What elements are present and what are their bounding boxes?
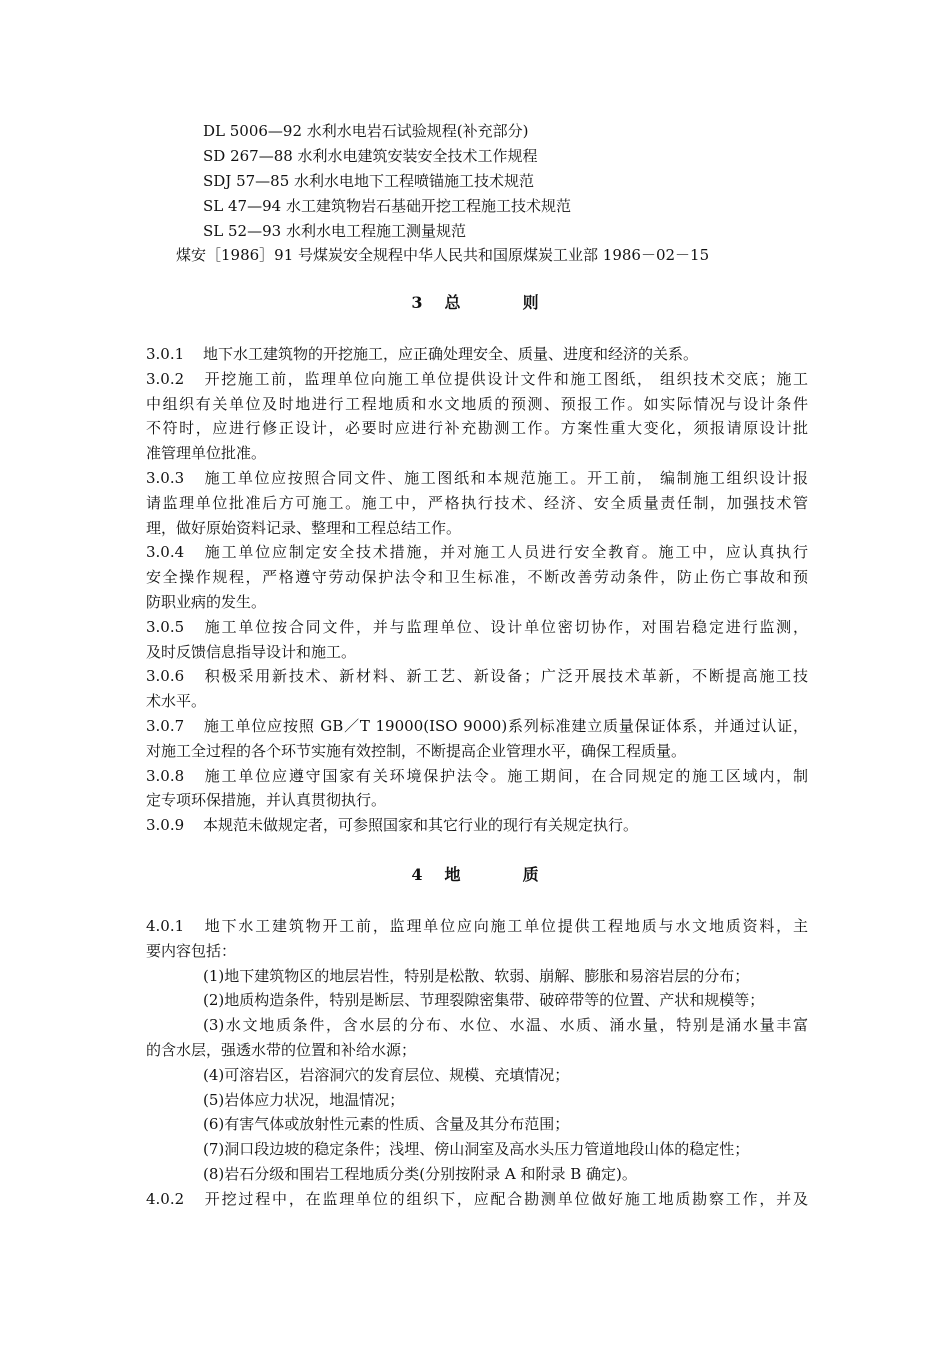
clause-text: 及时反馈信息指导设计和施工。 [146, 642, 357, 661]
section-4-heading [0, 862, 950, 888]
clause-text: 准管理单位批准。 [146, 444, 267, 463]
clause-text: 积极采用新技术、新材料、新工艺、新设备；广泛开展技术革新，不断提高施工技 [203, 667, 808, 686]
clause-text: 地下水工建筑物开工前，监理单位应向施工单位提供工程地质与水文地质资料，主 [203, 917, 808, 935]
list-item: (4)可溶岩区，岩溶洞穴的发育层位、规模、充填情况； [203, 1065, 570, 1084]
clause-text: 开挖过程中，在监理单位的组织下，应配合勘测单位做好施工地质勘察工作，并及 [203, 1189, 808, 1208]
list-item-continuation: 的含水层，强透水带的位置和补给水源； [146, 1040, 417, 1059]
section-number: 3 [411, 293, 423, 312]
clause-text: 中组织有关单位及时地进行工程地质和水文地质的预测、预报工作。如实际情况与设计条件 [146, 394, 808, 413]
section-title-char: 地 [444, 865, 461, 884]
reference-list [203, 119, 823, 244]
clause-number: 4.0.1 [146, 917, 185, 935]
clause-text: 不符时，应进行修正设计，必要时应进行补充勘测工作。方案性重大变化，须报请原设计批 [146, 419, 808, 438]
list-item: (6)有害气体或放射性元素的性质、含量及其分布范围； [203, 1115, 570, 1134]
section-title-char: 总 [444, 293, 461, 312]
clause-3-0-9-line [146, 813, 808, 838]
clause-text: 开挖施工前，监理单位向施工单位提供设计文件和施工图纸， 组织技术交底；施工 [203, 369, 808, 388]
clause-text: 施工单位应制定安全技术措施，并对施工人员进行安全教育。施工中，应认真执行 [203, 543, 808, 562]
clause-text: 地下水工建筑物的开挖施工，应正确处理安全、质量、进度和经济的关系。 [203, 345, 699, 363]
clause-number: 3.0.5 [146, 617, 185, 636]
clause-number: 3.0.3 [146, 468, 185, 487]
clause-3-0-2-line [146, 367, 808, 392]
list-item: (2)地质构造条件，特别是断层、节理裂隙密集带、破碎带等的位置、产状和规模等； [203, 991, 765, 1010]
section-3-body [146, 342, 808, 838]
reference-coal-safety: 煤安［1986］91 号煤炭安全规程中华人民共和国原煤炭工业部 1986－02－15 [176, 246, 710, 264]
clause-text: 施工单位应按照合同文件、施工图纸和本规范施工。开工前， 编制施工组织设计报 [203, 468, 808, 487]
clause-3-0-1-line [146, 342, 808, 367]
clause-3-0-4-line [146, 540, 808, 565]
clause-text: 施工单位按合同文件，并与监理单位、设计单位密切协作，对围岩稳定进行监测， [203, 617, 808, 636]
clause-text: 术水平。 [146, 692, 207, 711]
clause-number: 3.0.8 [146, 766, 185, 785]
clause-text: 对施工全过程的各个环节实施有效控制，不断提高企业管理水平，确保工程质量。 [146, 741, 687, 760]
clause-3-0-6-line [146, 664, 808, 689]
section-title-char: 质 [522, 865, 539, 884]
clause-3-0-3-line [146, 466, 808, 491]
clause-text: 请监理单位批准后方可施工。施工中，严格执行技术、经济、安全质量责任制，加强技术管 [146, 493, 808, 512]
clause-text: 安全操作规程，严格遵守劳动保护法令和卫生标准，不断改善劳动条件，防止伤亡事故和预 [146, 568, 808, 587]
clause-number: 3.0.6 [146, 667, 185, 686]
clause-text: 施工单位应遵守国家有关环境保护法令。施工期间，在合同规定的施工区域内，制 [203, 766, 808, 785]
list-item: (5)岩体应力状况，地温情况； [203, 1090, 405, 1109]
section-4-body [146, 914, 808, 1212]
list-item: (8)岩石分级和围岩工程地质分类(分别按附录 A 和附录 B 确定)。 [203, 1164, 637, 1183]
list-item: (3)水文地质条件，含水层的分布、水位、水温、水质、涌水量，特别是涌水量丰富 [203, 1016, 808, 1035]
section-3-heading [0, 290, 950, 316]
clause-number: 3.0.2 [146, 369, 185, 388]
clause-number: 3.0.1 [146, 345, 185, 363]
list-item: (1)地下建筑物区的地层岩性，特别是松散、软弱、崩解、膨胀和易溶岩层的分布； [203, 966, 750, 985]
clause-number: 4.0.2 [146, 1189, 185, 1208]
reference-item: SDJ 57—85 水利水电地下工程喷锚施工技术规范 [203, 172, 535, 190]
reference-item: DL 5006—92 水利水电岩石试验规程(补充部分) [203, 122, 529, 140]
clause-3-0-8-line [146, 764, 808, 789]
clause-text: 定专项环保措施，并认真贯彻执行。 [146, 791, 387, 810]
clause-3-0-7-line [146, 714, 808, 739]
reference-item: SL 47—94 水工建筑物岩石基础开挖工程施工技术规范 [203, 197, 571, 215]
clause-4-0-1-line [146, 914, 808, 939]
clause-number: 3.0.4 [146, 543, 185, 562]
clause-number: 3.0.9 [146, 816, 185, 835]
reference-item: SL 52—93 水利水电工程施工测量规范 [203, 222, 466, 240]
clause-text: 要内容包括： [146, 941, 237, 960]
section-title-char: 则 [522, 293, 539, 312]
reference-item: SD 267—88 水利水电建筑安装安全技术工作规程 [203, 147, 538, 165]
clause-4-0-2-line [146, 1187, 808, 1212]
list-item: (7)洞口段边坡的稳定条件；浅埋、傍山洞室及高水头压力管道地段山体的稳定性； [203, 1140, 750, 1159]
clause-text: 施工单位应按照 GB／T 19000(ISO 9000)系列标准建立质量保证体系，并通过认证， [203, 716, 808, 735]
clause-text: 本规范未做规定者，可参照国家和其它行业的现行有关规定执行。 [203, 816, 639, 835]
clause-number: 3.0.7 [146, 716, 185, 735]
section-number: 4 [411, 865, 423, 884]
clause-3-0-5-line [146, 615, 808, 640]
clause-text: 理，做好原始资料记录、整理和工程总结工作。 [146, 518, 462, 537]
clause-text: 防职业病的发生。 [146, 592, 267, 611]
